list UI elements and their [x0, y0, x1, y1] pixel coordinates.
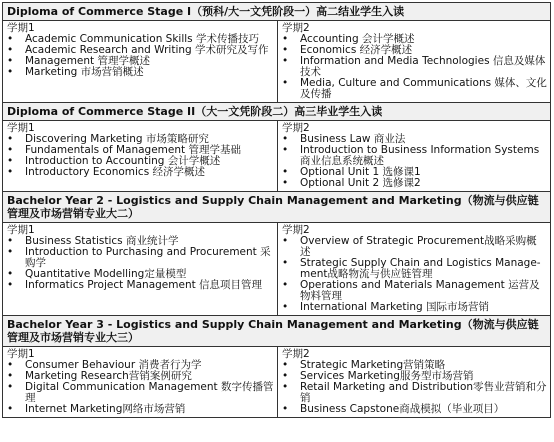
course-name: Strategic Marketing营销策略 — [300, 359, 446, 371]
course-name: Introduction to Business Information Systems 商业信息系统概述 — [300, 144, 540, 167]
course-name: Retail Marketing and Distribution零售业营销和分销 — [300, 381, 547, 404]
bullet-icon: • — [282, 235, 289, 247]
semester-label: 学期2 — [282, 348, 310, 360]
semester-cell — [278, 21, 551, 103]
course-item — [7, 67, 274, 78]
course-list — [7, 34, 274, 78]
course-item — [282, 78, 547, 100]
semester-row — [3, 223, 551, 316]
semester-cell — [3, 21, 278, 103]
bullet-icon: • — [282, 403, 289, 415]
stage-header-row — [3, 103, 551, 121]
course-name: Discovering Marketing 市场策略研究 — [25, 133, 209, 145]
course-name: Introduction to Accounting 会计学概述 — [25, 155, 221, 167]
semester-row — [3, 21, 551, 103]
course-name: Overview of Strategic Procurement战略采购概述 — [300, 235, 537, 258]
course-name: Business Capstone商战模拟（毕业项目） — [300, 403, 505, 415]
semester-row — [3, 121, 551, 192]
bullet-icon: • — [7, 246, 14, 258]
course-name: Business Statistics 商业统计学 — [25, 235, 179, 247]
course-list — [282, 360, 547, 415]
bullet-icon: • — [7, 55, 14, 67]
course-item — [7, 247, 274, 269]
course-list — [7, 134, 274, 178]
course-name: Marketing 市场营销概述 — [25, 66, 144, 78]
bullet-icon: • — [282, 166, 289, 178]
bullet-icon: • — [282, 33, 289, 45]
course-name: Informatics Project Management 信息项目管理 — [25, 279, 263, 291]
course-item — [282, 280, 547, 302]
course-item — [7, 280, 274, 291]
course-name: Introduction to Purchasing and Procurement 采购学 — [25, 246, 271, 269]
course-name: Media, Culture and Communications 媒体、文化及传播 — [300, 77, 547, 100]
course-item — [7, 404, 274, 415]
semester-label: 学期1 — [7, 22, 35, 34]
bullet-icon: • — [282, 257, 289, 269]
bullet-icon: • — [282, 133, 289, 145]
semester-cell — [3, 347, 278, 418]
semester-label: 学期1 — [7, 348, 35, 360]
course-list — [7, 236, 274, 291]
course-name: Optional Unit 1 选修课1 — [300, 166, 421, 178]
semester-cell — [278, 223, 551, 316]
bullet-icon: • — [7, 44, 14, 56]
semester-cell — [278, 121, 551, 192]
course-name: Economics 经济学概述 — [300, 44, 413, 56]
semester-cell — [3, 223, 278, 316]
semester-cell — [278, 347, 551, 418]
stage-header-row — [3, 192, 551, 223]
course-name: Introductory Economics 经济学概述 — [25, 166, 206, 178]
bullet-icon: • — [7, 279, 14, 291]
semester-cell — [3, 121, 278, 192]
bullet-icon: • — [7, 235, 14, 247]
bullet-icon: • — [7, 370, 14, 382]
course-name: Fundamentals of Management 管理学基础 — [25, 144, 241, 156]
course-item — [282, 178, 547, 189]
semester-row — [3, 347, 551, 418]
course-name: Quantitative Modelling定量模型 — [25, 268, 187, 280]
stage-title: Diploma of Commerce Stage I（预科/大一文凭阶段一）高二结业学生入读 — [3, 3, 551, 21]
course-name: Internet Marketing网络市场营销 — [25, 403, 186, 415]
bullet-icon: • — [7, 144, 14, 156]
course-list — [7, 360, 274, 415]
bullet-icon: • — [282, 279, 289, 291]
semester-label: 学期2 — [282, 224, 310, 236]
stage-title: Diploma of Commerce Stage II（大一文凭阶段二）高三毕业学生入读 — [3, 103, 551, 121]
stage-header-row — [3, 316, 551, 347]
course-name: Business Law 商业法 — [300, 133, 406, 145]
semester-label: 学期2 — [282, 122, 310, 134]
stage-header-row — [3, 3, 551, 21]
stage-title: Bachelor Year 2 - Logistics and Supply Chain Management and Marketing（物流与供应链管理及市场营销专业大二） — [3, 192, 551, 223]
bullet-icon: • — [7, 381, 14, 393]
bullet-icon: • — [7, 166, 14, 178]
bullet-icon: • — [7, 133, 14, 145]
bullet-icon: • — [7, 268, 14, 280]
bullet-icon: • — [282, 144, 289, 156]
semester-label: 学期1 — [7, 122, 35, 134]
course-name: Services Marketing服务型市场营销 — [300, 370, 474, 382]
bullet-icon: • — [282, 301, 289, 313]
bullet-icon: • — [282, 359, 289, 371]
course-name: Information and Media Technologies 信息及媒体技术 — [300, 55, 546, 78]
course-name: Operations and Materials Management 运营及物料管理 — [300, 279, 540, 302]
course-item — [7, 382, 274, 404]
course-table — [2, 2, 551, 418]
course-name: Digital Communication Management 数字传播管理 — [25, 381, 274, 404]
bullet-icon: • — [282, 177, 289, 189]
course-name: Optional Unit 2 选修课2 — [300, 177, 421, 189]
bullet-icon: • — [7, 66, 14, 78]
course-item — [282, 236, 547, 258]
course-item — [282, 404, 547, 415]
bullet-icon: • — [282, 381, 289, 393]
course-name: Academic Research and Writing 学术研究及写作 — [25, 44, 269, 56]
bullet-icon: • — [282, 77, 289, 89]
bullet-icon: • — [282, 55, 289, 67]
course-name: Strategic Supply Chain and Logistics Manage-ment战略物流与供应链管理 — [300, 257, 541, 280]
course-item — [282, 382, 547, 404]
bullet-icon: • — [7, 359, 14, 371]
semester-label: 学期1 — [7, 224, 35, 236]
course-name: Marketing Research营销案例研究 — [25, 370, 192, 382]
course-item — [282, 56, 547, 78]
course-name: Management 管理学概述 — [25, 55, 151, 67]
course-name: International Marketing 国际市场营销 — [300, 301, 490, 313]
course-list — [282, 236, 547, 313]
course-item — [282, 302, 547, 313]
course-list — [282, 34, 547, 100]
bullet-icon: • — [7, 155, 14, 167]
semester-label: 学期2 — [282, 22, 310, 34]
course-name: Consumer Behaviour 消费者行为学 — [25, 359, 202, 371]
course-item — [282, 258, 547, 280]
course-item — [282, 145, 547, 167]
bullet-icon: • — [282, 44, 289, 56]
stage-title: Bachelor Year 3 - Logistics and Supply Chain Management and Marketing（物流与供应链管理及市场营销专业大三） — [3, 316, 551, 347]
course-item — [7, 167, 274, 178]
course-list — [282, 134, 547, 189]
bullet-icon: • — [282, 370, 289, 382]
bullet-icon: • — [7, 33, 14, 45]
course-name: Accounting 会计学概述 — [300, 33, 415, 45]
course-name: Academic Communication Skills 学术传播技巧 — [25, 33, 259, 45]
bullet-icon: • — [7, 403, 14, 415]
